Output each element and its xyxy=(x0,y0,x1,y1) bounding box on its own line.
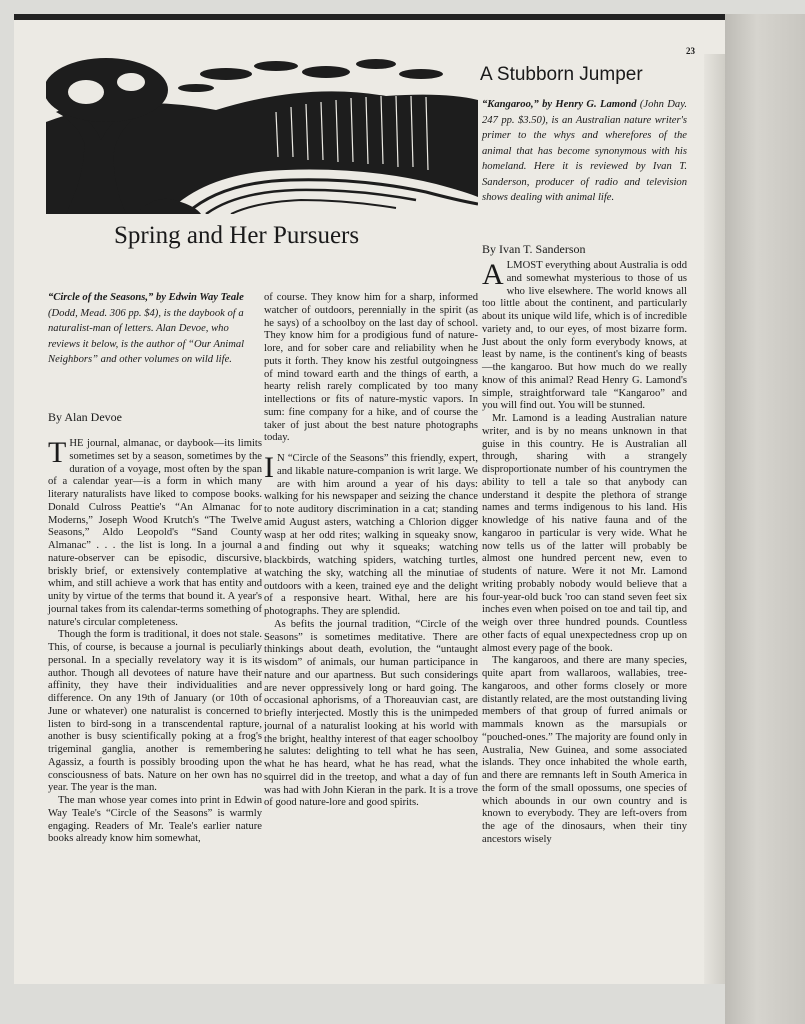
stubborn-jumper-paragraph-1 xyxy=(482,260,687,413)
paragraph-text: N “Circle of the Seasons” this friendly, expert, and likable nature-companion is writ large. We are with him around a year of his days: walking for his newspaper and seizing the chance to note auditory discrimination in a cat; standing amid August asters, watching a Chlorion digger wasp at her odd rites; walking in squeaky snow, and finding out why it squeaks; watching blackbirds, watching spiders, watching turtles, watching the sky, watching all the minutiae of outdoors with a keen, trained eye and the delight of a responsive heart. Withal, here are his photographs. They are splendid. xyxy=(264,453,478,617)
scan-margin xyxy=(725,14,805,1024)
spring-intro xyxy=(48,290,262,368)
spring-byline: By Alan Devoe xyxy=(48,410,122,424)
spring-book-title: “Circle of the Seasons,” by Edwin Way Teale xyxy=(48,292,244,303)
magazine-page xyxy=(14,14,725,984)
spring-paragraph-5 xyxy=(264,453,478,619)
top-rule xyxy=(14,14,725,20)
spring-paragraph-2: Though the form is traditional, it does not stale. This, of course, is because a journal is peculiarly personal. In a specially revelatory way it is its author. Though all devotees of nature have their affinity, they have their individualities and difference. On any 19th of January (or 10th of June or whatever) one naturalist is concerned to listen to bird-song in a transcendental rapture, another is busy scientifically poking at a frog's trigeminal ganglia, another is remembering Agassiz, a fourth is possibly brooding upon the consciousness of bats. Nature on her own has no year. The year is the man. xyxy=(48,629,262,794)
paragraph-text: LMOST everything about Australia is odd and somewhat mysterious to those of us who live elsewhere. The world knows all too little about the continent, and particularly about its unique wild life, which is of incredible variety and, to our eyes, of most bizarre form. Just about the only form everybody knows, at least by name, is the continent's king of beasts—the kangaroo. But how much do we really know of this animal? Read Henry G. Lamond's simple, straightforward tale “Kangaroo” and you will find out. You will be stunned. xyxy=(482,260,687,412)
stubborn-jumper-paragraph-2: Mr. Lamond is a leading Australian nature writer, and is by no means unknown in that guise in this country. He is Australian all through, sharing with a strangely disproportionate number of his countrymen the ability to tell a tale so that anybody can understand it despite the plethora of strange names and terms indigenous to his land. His knowledge of his native fauna and of the kangaroo in particular is very wide. What he now tells us of the latter will probably be almost one hundred percent new, even to students of nature. Were it not Mr. Lamond writing probably nobody would believe that a four-year-old buck 'roo can stand seven feet six inches even when poised on toe and tail tip, and weigh over three hundred pounds. Countless other facts of equal unexpectedness crop up on almost every page of the book. xyxy=(482,413,687,654)
drop-cap: I xyxy=(264,451,274,484)
spring-paragraph-1 xyxy=(48,438,262,629)
drop-cap: T xyxy=(48,436,67,469)
spring-headline: Spring and Her Pursuers xyxy=(114,222,360,249)
spring-paragraph-6: As befits the journal tradition, “Circle of the Seasons” is sometimes meditative. There are thinkings about death, evolution, the “untaught wisdom” of animals, our human participance in nature and our apartness. But such considerings are never oppressively long or hard going. The occasional aphorisms, of a Thoreauvian cast, are briefly interjected. Mostly this is the unimpeded journal of a naturalist looking at his world with the bright, healthy interest of that eager schoolboy he salutes: delighting to tell what he has seen, what he has heard, what he has read, what the squirrel did in the treetop, and what a day of fun was had with John Kieran in the park. It is a trove of good nature-lore and good spirits. xyxy=(264,618,478,809)
spring-paragraph-4: of course. They know him for a sharp, informed watcher of outdoors, perennially in the spirit (as he says) of a schoolboy on the last day of school. They know him for a prodigious fund of nature-lore, and for sober care and reliability when he puts it forth. They know his zestful outgoingness of mind toward earth and the things of earth, a hearty relish rarely complicated by too many intellections or fits of nature-mystic vapors. In sum: fine company for a hike, and of course the taker of just about the best nature photographs today. xyxy=(264,292,478,444)
spring-column-2 xyxy=(264,292,478,810)
stubborn-jumper-intro xyxy=(482,97,687,206)
stubborn-jumper-column xyxy=(482,260,687,847)
paragraph-text: HE journal, almanac, or daybook—its limits sometimes set by a season, sometimes by the duration of a voyage, most often by the span of a calendar year—is a form in which many literary naturalists have liked to compose books. Donald Culross Peattie's “An Almanac for Moderns,” Joseph Wood Krutch's “The Twelve Seasons,” Aldo Leopold's “Sand County Almanac” . . . the list is long. In a journal a nature-observer can be episodic, discursive, briskly brief, or extensively contemplative at whim, and still achieve a work that has entity and unity by virtue of the terms that bound it. A year's journal takes from its calendar-terms something of nature's circular completeness. xyxy=(48,438,262,628)
stubborn-jumper-headline: A Stubborn Jumper xyxy=(480,64,643,85)
landscape-illustration xyxy=(46,52,478,214)
page-number: 23 xyxy=(686,46,695,56)
stubborn-jumper-paragraph-3: The kangaroos, and there are many species, quite apart from wallaroos, wallabies, tree-kangaroos, and other forms closely or more distantly related, are the most outstanding living members of that group of furred animals or mammals known as the marsupials or “pouched-ones.” The majority are found only in Australia, New Guinea, and some associated islands. They once inhabited the whole earth, and there are remnants left in South America in the form of the small opossums, one species of which abounds in our own country and is known to everybody. They are left-overs from the age of the dinosaurs, when their tiny ancestors wisely xyxy=(482,655,687,845)
page-edge-shadow xyxy=(704,54,725,984)
drop-cap: A xyxy=(482,258,504,291)
stubborn-jumper-intro-text: (John Day. 247 pp. $3.50), is an Australian nature writer's primer to the whys and wherefores of the animal that has become synonymous with his homeland. Here it is reviewed by Ivan T. Sanderson, producer of radio and television shows dealing with animal life. xyxy=(482,99,687,203)
stubborn-jumper-book-title: “Kangaroo,” by Henry G. Lamond xyxy=(482,99,637,110)
stubborn-jumper-byline: By Ivan T. Sanderson xyxy=(482,242,586,256)
spring-intro-text: (Dodd, Mead. 306 pp. $4), is the daybook of a naturalist-man of letters. Alan Devoe, who reviews it below, is the author of “Our Animal Neighbors” and other volumes on wild life. xyxy=(48,307,245,365)
spring-column-1 xyxy=(48,438,262,846)
spring-paragraph-3: The man whose year comes into print in Edwin Way Teale's “Circle of the Seasons” is warmly engaging. Readers of Mr. Teale's earlier nature books already know him somewhat, xyxy=(48,795,262,845)
